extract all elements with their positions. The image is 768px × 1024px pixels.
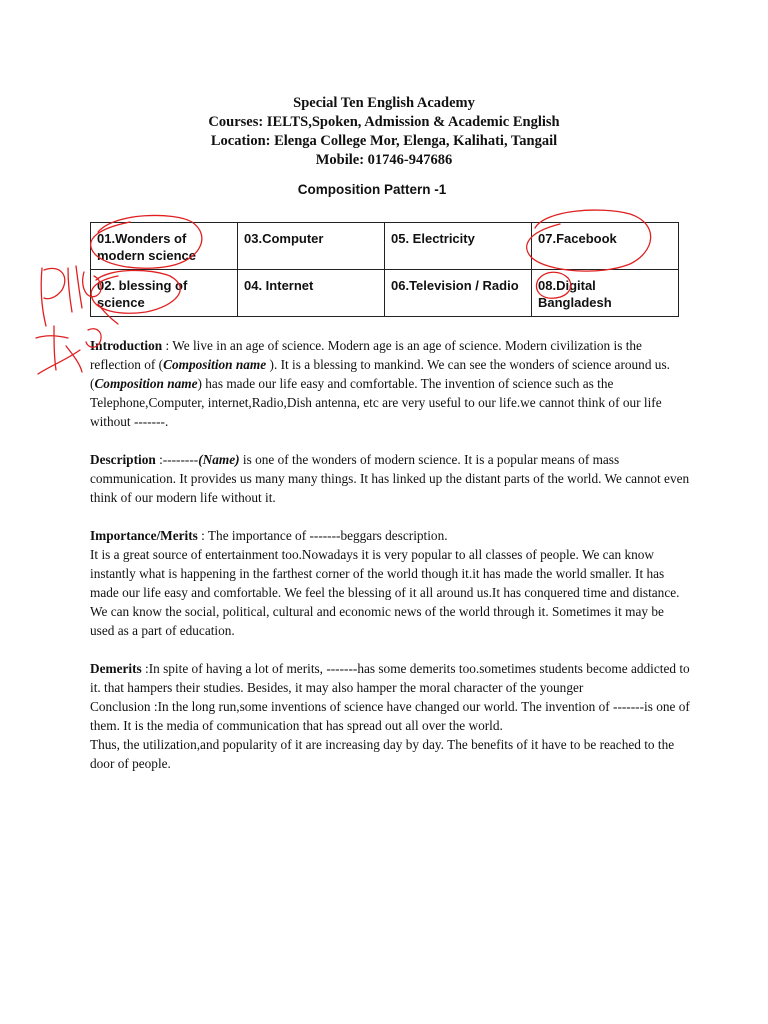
academy-name: Special Ten English Academy bbox=[293, 95, 475, 111]
composition-body bbox=[90, 336, 690, 792]
topics-table bbox=[90, 222, 679, 317]
location-line: Location: Elenga College Mor, Elenga, Kalihati, Tangail bbox=[210, 133, 558, 149]
demerits-paragraph bbox=[90, 659, 690, 773]
introduction-heading: Introduction bbox=[90, 338, 163, 353]
table-row bbox=[91, 223, 679, 270]
description-text: is one of the wonders of modern science. It is a popular means of mass communication. It provides us many many things. It has linked up the distant parts of the world. We cannot even think of our modern life without it. bbox=[90, 452, 690, 505]
pattern-title: Composition Pattern -1 bbox=[297, 182, 447, 197]
table-cell: 06.Television / Radio bbox=[385, 270, 532, 317]
table-cell: 05. Electricity bbox=[385, 223, 532, 270]
courses-line: Courses: IELTS,Spoken, Admission & Academic English bbox=[208, 114, 560, 130]
mobile-line: Mobile: 01746-947686 bbox=[315, 152, 453, 168]
closing-text: Thus, the utilization,and popularity of it are increasing day by day. The benefits of it have to be reached to the door of people. bbox=[90, 737, 675, 771]
academy-header bbox=[0, 94, 768, 170]
table-cell: 08.Digital Bangladesh bbox=[532, 270, 679, 317]
table-cell: 03.Computer bbox=[238, 223, 385, 270]
table-cell: 07.Facebook bbox=[532, 223, 679, 270]
table-row bbox=[91, 270, 679, 317]
introduction-text: ) has made our life easy and comfortable. The invention of science such as the Telephone,Computer, internet,Radio,Dish antenna, etc are very useful to our life.we cannot think of our life without -------. bbox=[90, 376, 662, 429]
handwritten-scribble bbox=[41, 268, 65, 326]
conclusion-text: Conclusion :In the long run,some inventions of science have changed our world. The invention of -------is one of them. It is the media of communication that has spread out all over the world. bbox=[90, 699, 690, 733]
description-text: :-------- bbox=[155, 452, 199, 467]
importance-text: It is a great source of entertainment too.Nowadays it is very popular to all classes of people. We can know instantly what is happening in the farthest corner of the world though it.it has made the world smaller. It has made our life easy and comfortable. We feel the blessing of it all around us.It has conquered time and distance. We can know the social, political, cultural and economic news of the world through it. Sometimes it may be used as a part of education. bbox=[90, 547, 680, 638]
table-cell: 04. Internet bbox=[238, 270, 385, 317]
importance-heading: Importance/Merits bbox=[90, 528, 198, 543]
handwritten-scribble bbox=[68, 266, 82, 312]
description-heading: Description bbox=[90, 452, 156, 467]
demerits-text: :In spite of having a lot of merits, -------has some demerits too.sometimes students become addicted to it. that hampers their studies. Besides, it may also hamper the moral character of the younger bbox=[90, 661, 690, 695]
table-cell: 02. blessing of science bbox=[91, 270, 238, 317]
description-paragraph bbox=[90, 450, 690, 507]
introduction-paragraph bbox=[90, 336, 690, 431]
importance-text: : The importance of -------beggars description. bbox=[197, 528, 448, 543]
composition-name-placeholder: Composition name bbox=[163, 357, 267, 372]
introduction-text: : We live in an age of science. Modern age is an age of science. Modern civilization is the reflection of ( bbox=[90, 338, 642, 372]
demerits-heading: Demerits bbox=[90, 661, 142, 676]
introduction-text: ). It is a blessing to mankind. We can see the wonders of science around us. ( bbox=[90, 357, 670, 391]
handwritten-scribble bbox=[36, 326, 68, 370]
name-placeholder: (Name) bbox=[198, 452, 240, 467]
importance-paragraph bbox=[90, 526, 690, 640]
composition-name-placeholder: Composition name bbox=[94, 376, 198, 391]
table-cell: 01.Wonders of modern science bbox=[91, 223, 238, 270]
